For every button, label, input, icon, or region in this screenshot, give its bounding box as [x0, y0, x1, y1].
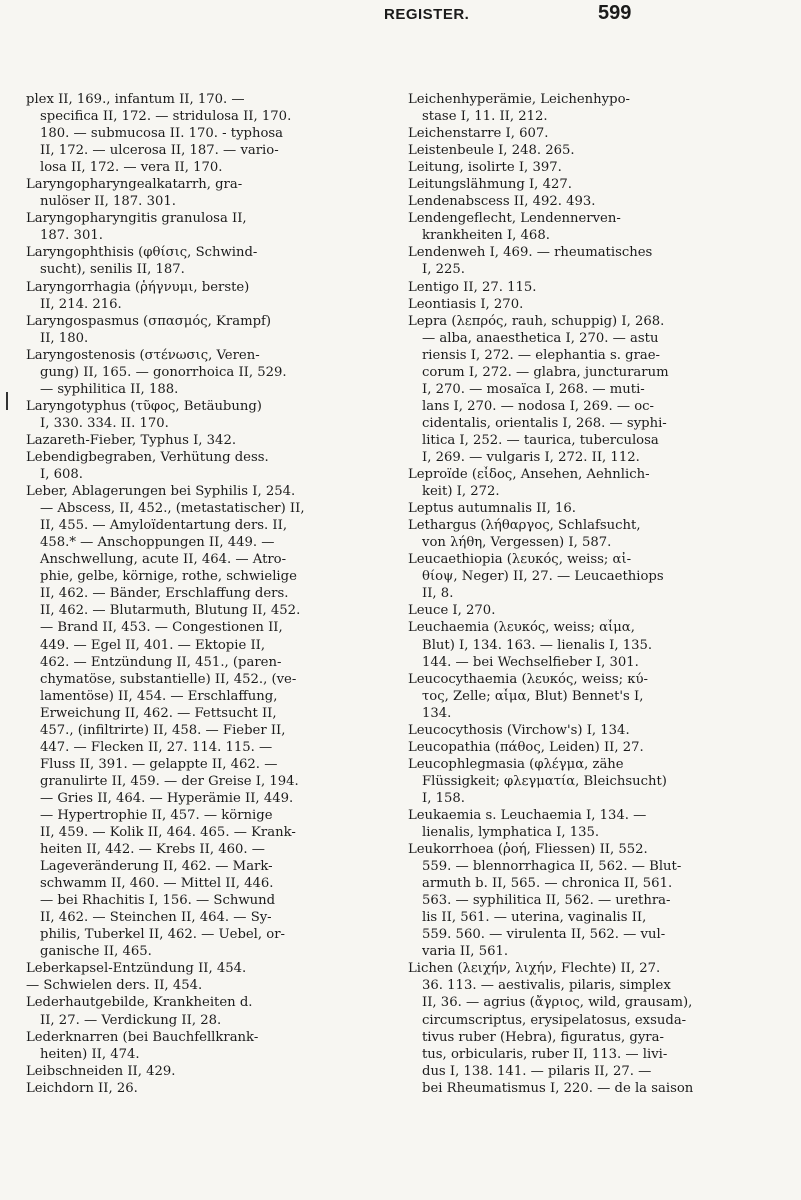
entry-headword-line: Lepra (λεπρός, rauh, schuppig) I, 268.: [408, 313, 665, 329]
index-entry: [26, 279, 358, 313]
index-entry: [408, 756, 740, 807]
index-entry: [408, 500, 740, 517]
entry-continuation-line: II, 462. — Steinchen II, 464. — Sy-: [40, 910, 272, 926]
entry-continuation-line: ganische II, 465.: [40, 944, 152, 960]
entry-continuation-line: heiten) II, 474.: [40, 1046, 140, 1062]
entry-continuation-line: — bei Rhachitis I, 156. — Schwund: [40, 893, 276, 909]
entry-headword-line: Leibschneiden II, 429.: [26, 1063, 176, 1079]
index-entry: [408, 619, 740, 670]
entry-continuation-line: I, 270. — mosaïca I, 268. — muti-: [422, 381, 645, 397]
index-entry: [26, 210, 358, 244]
entry-continuation-line: θίοψ, Neger) II, 27. — Leucaethiops: [422, 569, 664, 585]
entry-continuation-line: nulöser II, 187. 301.: [40, 194, 176, 210]
entry-headword-line: Leptus autumnalis II, 16.: [408, 501, 576, 517]
entry-headword-line: Leuce I, 270.: [408, 603, 496, 619]
margin-mark: [6, 392, 8, 410]
index-entry: [26, 432, 358, 449]
entry-continuation-line: Anschwellung, acute II, 464. — Atro-: [40, 552, 287, 568]
entry-continuation-line: gung) II, 165. — gonorrhoica II, 529.: [40, 364, 287, 380]
entry-headword-line: Laryngostenosis (στένωσις, Veren-: [26, 347, 260, 363]
index-entry: [408, 142, 740, 159]
entry-continuation-line: I, 225.: [422, 262, 465, 278]
index-entry: [408, 296, 740, 313]
entry-headword-line: Leitungslähmung I, 427.: [408, 177, 572, 193]
index-entry: [26, 977, 358, 994]
index-entry: [26, 398, 358, 432]
entry-headword-line: Leucocythaemia (λευκός, weiss; κύ-: [408, 671, 648, 687]
index-entry: [26, 91, 358, 176]
entry-headword-line: Leproïde (εἶδος, Ansehen, Aehnlich-: [408, 467, 650, 483]
entry-headword-line: Lentigo II, 27. 115.: [408, 279, 537, 295]
index-entry: [408, 125, 740, 142]
entry-continuation-line: circumscriptus, erysipelatosus, exsuda-: [422, 1012, 687, 1028]
entry-continuation-line: II, 180.: [40, 330, 89, 346]
entry-continuation-line: — alba, anaesthetica I, 270. — astu: [422, 330, 659, 346]
entry-continuation-line: II, 462. — Bänder, Erschlaffung ders.: [40, 586, 289, 602]
entry-continuation-line: Lageveränderung II, 462. — Mark-: [40, 859, 273, 875]
entry-continuation-line: sucht), senilis II, 187.: [40, 262, 185, 278]
entry-headword-line: Leberkapsel-Entzündung II, 454.: [26, 961, 247, 977]
entry-headword-line: Lebendigbegraben, Verhütung dess.: [26, 449, 269, 465]
entry-continuation-line: II, 172. — ulcerosa II, 187. — vario-: [40, 143, 279, 159]
entry-continuation-line: stase I, 11. II, 212.: [422, 109, 548, 125]
index-entry: [26, 313, 358, 347]
entry-continuation-line: corum I, 272. — glabra, juncturarum: [422, 364, 669, 380]
entry-continuation-line: II, 462. — Blutarmuth, Blutung II, 452.: [40, 603, 301, 619]
index-entry: [408, 210, 740, 244]
index-entry: [408, 91, 740, 125]
entry-headword-line: Lendenweh I, 469. — rheumatisches: [408, 245, 653, 261]
index-entry: [408, 739, 740, 756]
index-entry: [26, 449, 358, 483]
index-entry: [26, 994, 358, 1028]
index-entry: [408, 602, 740, 619]
entry-headword-line: Leistenbeule I, 248. 265.: [408, 143, 575, 159]
index-entry: [408, 517, 740, 551]
entry-headword-line: Leucaethiopia (λευκός, weiss; αἰ-: [408, 552, 632, 568]
entry-headword-line: Leitung, isolirte I, 397.: [408, 160, 562, 176]
entry-continuation-line: philis, Tuberkel II, 462. — Uebel, or-: [40, 927, 285, 943]
index-entry: [408, 671, 740, 722]
entry-continuation-line: — Hypertrophie II, 457. — körnige: [40, 807, 273, 823]
entry-headword-line: Laryngopharyngealkatarrh, gra-: [26, 177, 243, 193]
entry-headword-line: Leukorrhoea (ῥοή, Fliessen) II, 552.: [408, 842, 648, 858]
entry-continuation-line: Flüssigkeit; φλεγματία, Bleichsucht): [422, 773, 667, 789]
index-entry: [26, 1080, 358, 1097]
index-entry: [408, 551, 740, 602]
entry-continuation-line: riensis I, 272. — elephantia s. grae-: [422, 347, 660, 363]
entry-continuation-line: 449. — Egel II, 401. — Ektopie II,: [40, 637, 266, 653]
entry-headword-line: Laryngotyphus (τῦφος, Betäubung): [26, 398, 262, 414]
index-entry: [408, 279, 740, 296]
entry-continuation-line: lis II, 561. — uterina, vaginalis II,: [422, 910, 647, 926]
entry-continuation-line: 180. — submucosa II. 170. - typhosa: [40, 126, 284, 142]
entry-headword-line: Leucophlegmasia (φλέγμα, zähe: [408, 756, 624, 772]
entry-headword-line: Leuchaemia (λευκός, weiss; αἷμα,: [408, 620, 635, 636]
entry-continuation-line: τος, Zelle; αἷμα, Blut) Bennet's I,: [422, 688, 644, 704]
entry-continuation-line: I, 330. 334. II. 170.: [40, 415, 169, 431]
entry-continuation-line: II, 459. — Kolik II, 464. 465. — Krank-: [40, 825, 296, 841]
entry-continuation-line: II, 455. — Amyloïdentartung ders. II,: [40, 518, 288, 534]
entry-continuation-line: 36. 113. — aestivalis, pilaris, simplex: [422, 978, 671, 994]
entry-continuation-line: I, 608.: [40, 467, 83, 483]
entry-continuation-line: 447. — Flecken II, 27. 114. 115. —: [40, 739, 273, 755]
entry-continuation-line: schwamm II, 460. — Mittel II, 446.: [40, 876, 274, 892]
entry-headword-line: Lederhautgebilde, Krankheiten d.: [26, 995, 253, 1011]
entry-continuation-line: II, 27. — Verdickung II, 28.: [40, 1012, 222, 1028]
entry-continuation-line: Erweichung II, 462. — Fettsucht II,: [40, 705, 277, 721]
entry-headword-line: plex II, 169., infantum II, 170. —: [26, 92, 245, 107]
running-header: REGISTER.: [384, 6, 470, 23]
entry-continuation-line: lans I, 270. — nodosa I, 269. — oc-: [422, 398, 655, 414]
entry-continuation-line: granulirte II, 459. — der Greise I, 194.: [40, 773, 299, 789]
entry-continuation-line: tivus ruber (Hebra), figuratus, gyra-: [422, 1029, 664, 1045]
index-entry: [408, 466, 740, 500]
index-entry: [26, 1029, 358, 1063]
entry-headword-line: Lichen (λειχήν, λιχήν, Flechte) II, 27.: [408, 961, 661, 977]
entry-continuation-line: cidentalis, orientalis I, 268. — syphi-: [422, 415, 667, 431]
entry-headword-line: Laryngorrhagia (ῥήγνυμι, berste): [26, 279, 250, 295]
entry-headword-line: Leber, Ablagerungen bei Syphilis I, 254.: [26, 484, 296, 500]
entry-continuation-line: specifica II, 172. — stridulosa II, 170.: [40, 109, 292, 125]
entry-continuation-line: 144. — bei Wechselfieber I, 301.: [422, 654, 639, 670]
entry-headword-line: Leucocythosis (Virchow's) I, 134.: [408, 722, 630, 738]
entry-headword-line: Leucopathia (πάθος, Leiden) II, 27.: [408, 739, 644, 755]
entry-continuation-line: varia II, 561.: [422, 944, 509, 960]
entry-continuation-line: 187. 301.: [40, 228, 103, 244]
entry-headword-line: Laryngopharyngitis granulosa II,: [26, 211, 247, 227]
index-entry: [26, 483, 358, 960]
entry-headword-line: Leichenhyperämie, Leichenhypo-: [408, 92, 630, 107]
entry-continuation-line: bei Rheumatismus I, 220. — de la saison: [422, 1080, 694, 1096]
entry-headword-line: Lendenabscess II, 492. 493.: [408, 194, 596, 210]
entry-continuation-line: I, 158.: [422, 790, 465, 806]
entry-continuation-line: — Brand II, 453. — Congestionen II,: [40, 620, 283, 636]
entry-continuation-line: 462. — Entzündung II, 451., (paren-: [40, 654, 282, 670]
index-column-right: [408, 91, 740, 1097]
entry-continuation-line: lamentöse) II, 454. — Erschlaffung,: [40, 688, 278, 704]
entry-continuation-line: I, 269. — vulgaris I, 272. II, 112.: [422, 449, 640, 465]
index-entry: [26, 347, 358, 398]
entry-continuation-line: tus, orbicularis, ruber II, 113. — livi-: [422, 1046, 668, 1062]
index-entry: [408, 193, 740, 210]
entry-continuation-line: heiten II, 442. — Krebs II, 460. —: [40, 842, 265, 858]
index-entry: [26, 1063, 358, 1080]
entry-headword-line: Laryngophthisis (φθίσις, Schwind-: [26, 245, 258, 261]
index-entry: [408, 176, 740, 193]
entry-continuation-line: litica I, 252. — taurica, tuberculosa: [422, 432, 659, 448]
entry-continuation-line: 134.: [422, 705, 452, 721]
entry-continuation-line: — Gries II, 464. — Hyperämie II, 449.: [40, 790, 294, 806]
entry-continuation-line: Blut) I, 134. 163. — lienalis I, 135.: [422, 637, 653, 653]
entry-continuation-line: 458.* — Anschoppungen II, 449. —: [40, 535, 275, 551]
entry-continuation-line: von λήθη, Vergessen) I, 587.: [422, 535, 612, 551]
entry-continuation-line: chymatöse, substantielle) II, 452., (ve-: [40, 671, 297, 687]
entry-headword-line: Lendengeflecht, Lendennerven-: [408, 211, 621, 227]
index-entry: [408, 722, 740, 739]
page-number: 599: [598, 2, 632, 24]
entry-headword-line: Leichdorn II, 26.: [26, 1080, 138, 1096]
entry-headword-line: Lazareth-Fieber, Typhus I, 342.: [26, 432, 237, 448]
entry-headword-line: Laryngospasmus (σπασμός, Krampf): [26, 313, 272, 329]
entry-headword-line: Leontiasis I, 270.: [408, 296, 524, 312]
index-entry: [408, 841, 740, 960]
index-entry: [408, 313, 740, 466]
entry-continuation-line: armuth b. II, 565. — chronica II, 561.: [422, 876, 673, 892]
entry-continuation-line: — Abscess, II, 452., (metastatischer) II,: [40, 501, 305, 517]
entry-continuation-line: — syphilitica II, 188.: [40, 381, 179, 397]
index-entry: [26, 176, 358, 210]
entry-continuation-line: keit) I, 272.: [422, 484, 500, 500]
index-entry: [408, 244, 740, 278]
entry-continuation-line: II, 214. 216.: [40, 296, 122, 312]
entry-continuation-line: phie, gelbe, körnige, rothe, schwielige: [40, 569, 297, 585]
entry-headword-line: Leukaemia s. Leuchaemia I, 134. —: [408, 807, 647, 823]
entry-continuation-line: 457., (infiltrirte) II, 458. — Fieber II,: [40, 722, 286, 738]
entry-continuation-line: krankheiten I, 468.: [422, 228, 550, 244]
index-entry: [408, 960, 740, 1096]
entry-continuation-line: 559. 560. — virulenta II, 562. — vul-: [422, 927, 666, 943]
entry-continuation-line: Fluss II, 391. — gelappte II, 462. —: [40, 756, 278, 772]
entry-continuation-line: 559. — blennorrhagica II, 562. — Blut-: [422, 859, 682, 875]
entry-headword-line: Lederknarren (bei Bauchfellkrank-: [26, 1029, 259, 1045]
entry-continuation-line: losa II, 172. — vera II, 170.: [40, 160, 223, 176]
entry-continuation-line: dus I, 138. 141. — pilaris II, 27. —: [422, 1063, 652, 1079]
index-entry: [26, 960, 358, 977]
entry-continuation-line: II, 8.: [422, 586, 454, 602]
index-entry: [408, 159, 740, 176]
entry-headword-line: Lethargus (λήθαργος, Schlafsucht,: [408, 518, 641, 534]
index-entry: [408, 807, 740, 841]
index-entry: [26, 244, 358, 278]
entry-continuation-line: lienalis, lymphatica I, 135.: [422, 825, 600, 841]
index-column-left: [26, 91, 358, 1097]
entry-continuation-line: 563. — syphilitica II, 562. — urethra-: [422, 893, 671, 909]
entry-headword-line: Leichenstarre I, 607.: [408, 126, 549, 142]
entry-continuation-line: II, 36. — agrius (ἄγριος, wild, grausam),: [422, 995, 693, 1011]
entry-headword-line: — Schwielen ders. II, 454.: [26, 978, 203, 994]
